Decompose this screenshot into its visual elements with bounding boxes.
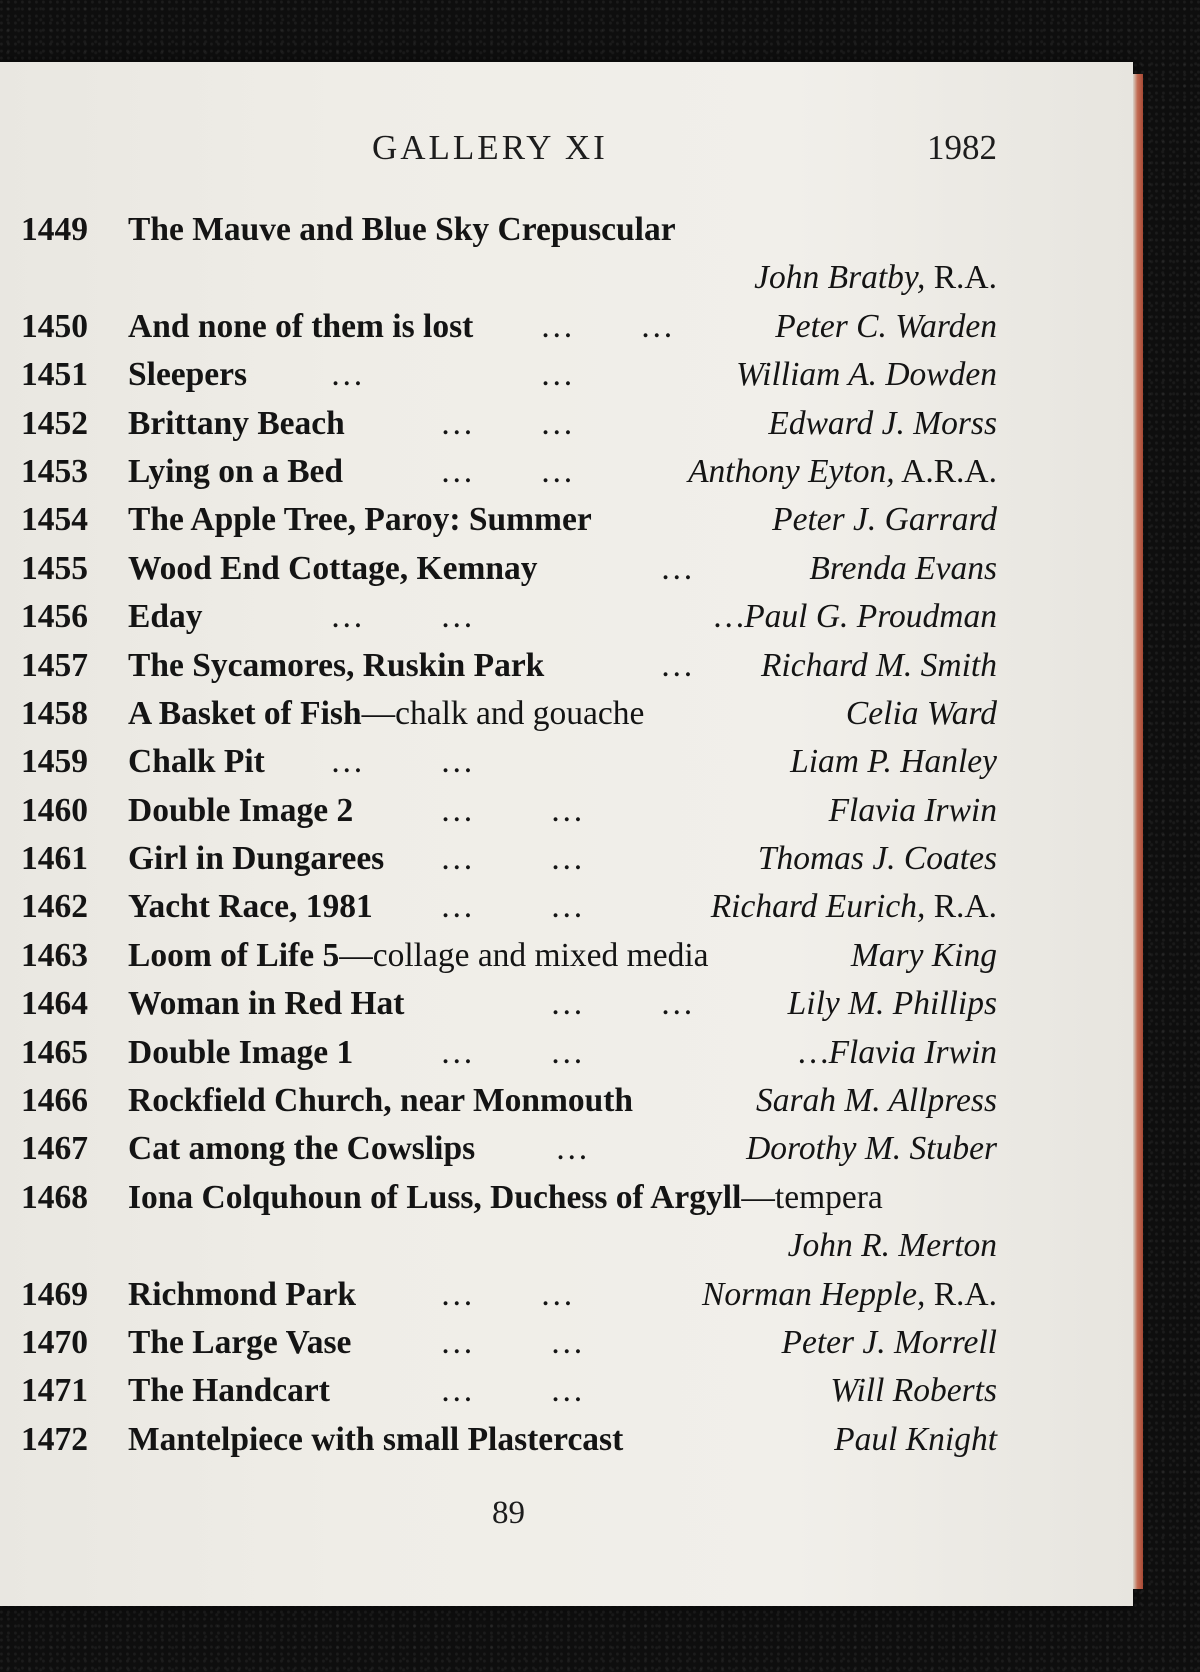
entry-artist	[756, 1077, 997, 1125]
artist-name: Richard M. Smith	[760, 646, 997, 684]
catalogue-entry	[0, 206, 1133, 303]
entry-title-text: And none of them is lost	[128, 307, 474, 345]
leader-dots: …	[440, 743, 475, 781]
entry-title	[128, 690, 644, 738]
catalogue-entry	[0, 400, 1133, 448]
artist-name: Peter J. Garrard	[772, 501, 997, 539]
entry-medium: —chalk and gouache	[361, 694, 645, 732]
leader-dots: …	[550, 1033, 585, 1071]
entry-title-text: Brittany Beach	[128, 404, 345, 442]
catalogue-entry	[0, 980, 1133, 1028]
page-number: 89	[492, 1495, 525, 1531]
entry-artist	[781, 1319, 997, 1367]
leader-dots: …	[440, 1275, 475, 1313]
catalogue-entry	[0, 1319, 1133, 1367]
entry-number: 1456	[21, 598, 88, 636]
entry-medium: —tempera	[741, 1178, 883, 1216]
leader-dots: …	[540, 404, 575, 442]
artist-honour: A.R.A.	[901, 452, 997, 490]
entry-title-text: Lying on a Bed	[128, 452, 344, 490]
entry-number: 1470	[21, 1324, 88, 1362]
entry-title	[128, 1271, 356, 1319]
catalogue-entry	[0, 545, 1133, 593]
entry-artist	[775, 303, 997, 351]
entry-number: 1461	[21, 840, 88, 878]
artist-name: Dorothy M. Stuber	[746, 1130, 997, 1168]
entry-number: 1462	[21, 888, 88, 926]
artist-name: Thomas J. Coates	[757, 840, 997, 878]
entry-title-text: Yacht Race, 1981	[128, 888, 373, 926]
leader-dots: …	[540, 452, 575, 490]
entry-title-text: Eday	[128, 598, 203, 636]
leader-dots: …	[550, 1324, 585, 1362]
catalogue-entry	[0, 1077, 1133, 1125]
leader-dots: …	[330, 743, 365, 781]
entry-number: 1457	[21, 646, 88, 684]
entry-number: 1465	[21, 1033, 88, 1071]
entry-artist	[834, 1416, 997, 1464]
entry-title-text: Double Image 1	[128, 1033, 354, 1071]
catalogue-entry	[0, 690, 1133, 738]
leader-dots: …	[440, 1033, 475, 1071]
artist-name: Norman Hepple,	[702, 1275, 926, 1313]
entry-artist	[736, 351, 997, 399]
entry-title	[128, 206, 676, 254]
entry-artist	[772, 496, 997, 544]
entry-artist	[830, 1367, 997, 1415]
leader-dots: …	[660, 549, 695, 587]
entry-artist	[809, 545, 997, 593]
leader-dots: …	[550, 985, 585, 1023]
entry-title	[128, 738, 265, 786]
artist-name: Edward J. Morss	[768, 404, 997, 442]
entry-artist	[688, 448, 997, 496]
entry-artist	[768, 400, 997, 448]
artist-name: Celia Ward	[845, 694, 997, 732]
catalogue-entry	[0, 1029, 1133, 1077]
catalogue-entry	[0, 642, 1133, 690]
entry-artist	[754, 254, 997, 302]
entry-number: 1464	[21, 985, 88, 1023]
artist-honour: R.A.	[933, 259, 997, 296]
leader-dots: …	[440, 1372, 475, 1410]
artist-name: Peter J. Morrell	[781, 1324, 997, 1362]
entry-title-text: Richmond Park	[128, 1275, 357, 1313]
entry-title	[128, 787, 353, 835]
catalogue-entry	[0, 303, 1133, 351]
artist-name: …Flavia Irwin	[798, 1033, 997, 1071]
leader-dots: …	[440, 1324, 475, 1362]
entry-title	[128, 932, 709, 980]
entry-title	[128, 496, 592, 544]
artist-name: Richard Eurich,	[710, 888, 926, 926]
entry-title	[128, 1029, 353, 1077]
catalogue-entry	[0, 1271, 1133, 1319]
entry-title-text: Cat among the Cowslips	[128, 1130, 476, 1168]
entry-title	[128, 1416, 623, 1464]
entry-medium: —collage and mixed media	[339, 936, 709, 974]
entry-title	[128, 642, 544, 690]
entry-title-text: Rockfield Church, near Monmouth	[128, 1082, 634, 1120]
entry-title	[128, 1319, 351, 1367]
entry-number: 1469	[21, 1275, 88, 1313]
entry-title-text: The Mauve and Blue Sky Crepuscular	[128, 211, 676, 248]
entry-artist	[851, 932, 997, 980]
leader-dots: …	[540, 1275, 575, 1313]
entry-number: 1454	[21, 501, 88, 539]
entry-number: 1460	[21, 791, 88, 829]
entry-title-text: Mantelpiece with small Plastercast	[128, 1420, 624, 1458]
leader-dots: …	[640, 307, 675, 345]
entry-artist	[846, 690, 997, 738]
catalogue-entry	[0, 351, 1133, 399]
entry-number: 1459	[21, 743, 88, 781]
artist-name: William A. Dowden	[736, 356, 997, 394]
entry-number: 1455	[21, 549, 88, 587]
entry-number: 1450	[21, 307, 88, 345]
artist-name: John R. Merton	[787, 1226, 997, 1264]
leader-dots: …	[440, 598, 475, 636]
entry-title	[128, 448, 343, 496]
entry-title-text: A Basket of Fish	[128, 694, 362, 732]
leader-dots: …	[440, 404, 475, 442]
entry-artist	[711, 883, 997, 931]
artist-name: Anthony Eyton,	[688, 452, 895, 490]
catalogue-entry	[0, 1174, 1133, 1271]
entry-artist	[829, 787, 997, 835]
leader-dots: …	[440, 452, 475, 490]
artist-honour: R.A.	[933, 1275, 997, 1313]
artist-name: Mary King	[850, 936, 997, 974]
entry-title-text: The Handcart	[128, 1372, 330, 1410]
artist-name: Liam P. Hanley	[790, 743, 997, 781]
entry-title-text: The Sycamores, Ruskin Park	[128, 646, 545, 684]
entry-number: 1466	[21, 1082, 88, 1120]
entry-artist	[758, 835, 997, 883]
entry-title-text: Double Image 2	[128, 791, 354, 829]
entry-title	[128, 883, 373, 931]
catalogue-entry	[0, 496, 1133, 544]
entry-title-text: Iona Colquhoun of Luss, Duchess of Argyll	[128, 1178, 742, 1216]
entry-artist	[788, 1222, 997, 1270]
leader-dots: …	[540, 356, 575, 394]
leader-dots: …	[440, 791, 475, 829]
entry-title-text: Chalk Pit	[128, 743, 265, 781]
entry-title	[128, 351, 247, 399]
catalogue-entry	[0, 448, 1133, 496]
entry-title-text: Wood End Cottage, Kemnay	[128, 549, 538, 587]
entry-number: 1463	[21, 936, 88, 974]
entry-title	[128, 593, 202, 641]
leader-dots: …	[550, 791, 585, 829]
artist-name: Paul Knight	[834, 1420, 997, 1458]
entry-title	[128, 1174, 883, 1222]
artist-name: …Paul G. Proudman	[714, 598, 997, 636]
artist-name: John Bratby,	[754, 259, 926, 296]
catalogue-entry	[0, 932, 1133, 980]
entry-title	[128, 835, 384, 883]
entry-number: 1453	[21, 452, 88, 490]
entry-artist	[702, 1271, 997, 1319]
leader-dots: …	[440, 840, 475, 878]
catalogue-year: 1982	[927, 128, 997, 167]
entry-title	[128, 400, 345, 448]
entry-list	[0, 206, 1133, 1464]
gallery-title: GALLERY XI	[372, 128, 608, 167]
artist-name: Lily M. Phillips	[787, 985, 997, 1023]
entry-number: 1449	[21, 211, 88, 248]
leader-dots: …	[330, 598, 365, 636]
entry-title-text: Woman in Red Hat	[128, 985, 405, 1023]
entry-title	[128, 1077, 633, 1125]
leader-dots: …	[440, 888, 475, 926]
entry-title-text: Girl in Dungarees	[128, 840, 385, 878]
artist-name: Will Roberts	[830, 1372, 997, 1410]
entry-number: 1451	[21, 356, 88, 394]
leader-dots: …	[660, 646, 695, 684]
artist-name: Peter C. Warden	[775, 307, 997, 345]
page-edge	[1133, 74, 1143, 1589]
leader-dots: …	[660, 985, 695, 1023]
artist-name: Sarah M. Allpress	[755, 1082, 997, 1120]
catalogue-entry	[0, 1367, 1133, 1415]
catalogue-entry	[0, 738, 1133, 786]
leader-dots: …	[540, 307, 575, 345]
artist-name: Flavia Irwin	[828, 791, 997, 829]
entry-artist	[790, 738, 997, 786]
artist-name: Brenda Evans	[809, 549, 997, 587]
entry-title-text: The Large Vase	[128, 1324, 352, 1362]
entry-title-text: Sleepers	[128, 356, 248, 394]
catalogue-entry	[0, 593, 1133, 641]
entry-title-text: Loom of Life 5	[128, 936, 340, 974]
catalogue-entry	[0, 1416, 1133, 1464]
leader-dots: …	[330, 356, 365, 394]
entry-number: 1472	[21, 1420, 88, 1458]
entry-title	[128, 545, 537, 593]
catalogue-entry	[0, 835, 1133, 883]
entry-title	[128, 1367, 330, 1415]
leader-dots: …	[550, 888, 585, 926]
leader-dots: …	[550, 1372, 585, 1410]
entry-number: 1467	[21, 1130, 88, 1168]
entry-number: 1471	[21, 1372, 88, 1410]
entry-artist	[799, 1029, 997, 1077]
catalogue-entry	[0, 883, 1133, 931]
artist-honour: R.A.	[933, 888, 997, 926]
catalogue-entry	[0, 1125, 1133, 1173]
running-head	[0, 128, 1200, 168]
catalogue-entry	[0, 787, 1133, 835]
entry-artist	[761, 642, 997, 690]
entry-artist	[714, 593, 997, 641]
entry-number: 1458	[21, 694, 88, 732]
entry-title	[128, 1125, 475, 1173]
entry-title	[128, 980, 404, 1028]
entry-artist	[746, 1125, 997, 1173]
entry-title	[128, 303, 473, 351]
leader-dots: …	[550, 840, 585, 878]
leader-dots: …	[555, 1130, 590, 1168]
entry-number: 1452	[21, 404, 88, 442]
entry-number: 1468	[21, 1178, 88, 1216]
entry-title-text: The Apple Tree, Paroy: Summer	[128, 501, 592, 539]
entry-artist	[788, 980, 997, 1028]
